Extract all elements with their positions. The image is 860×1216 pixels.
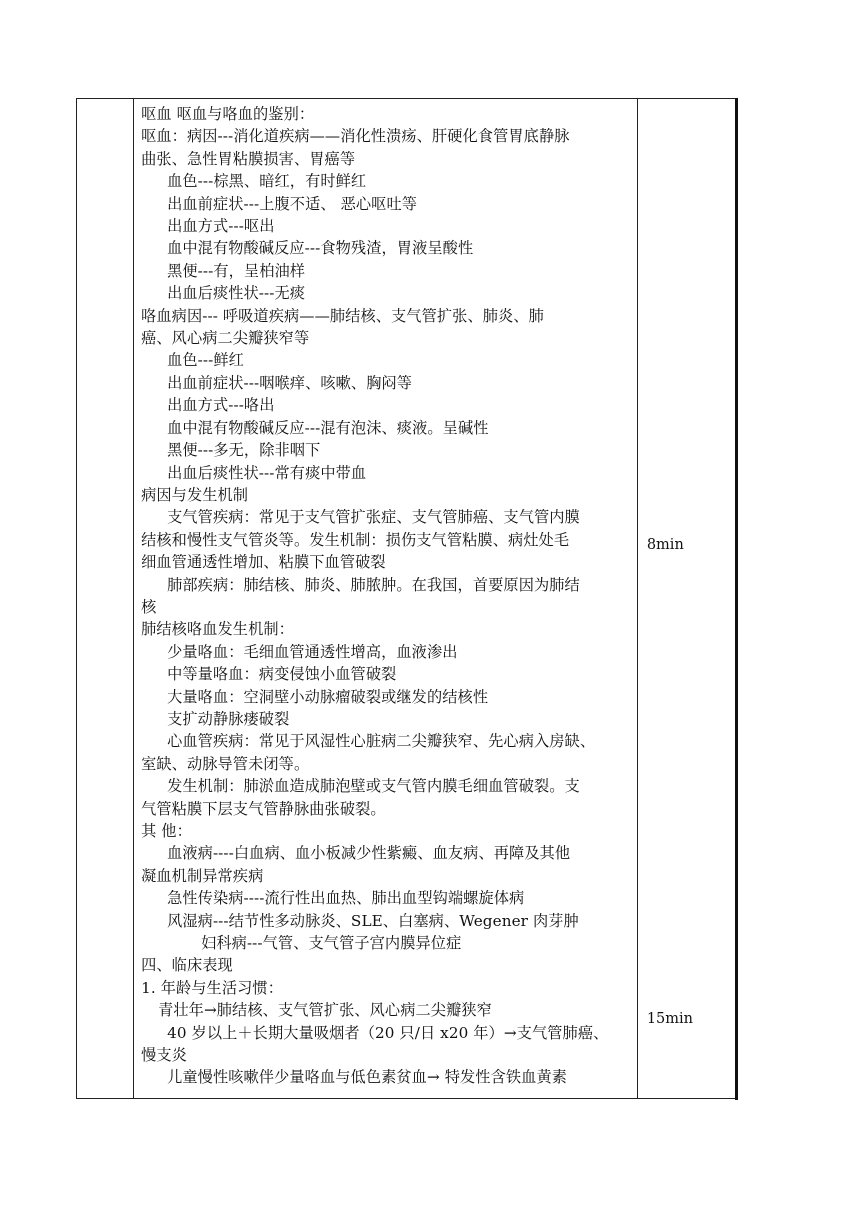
text-line: 出血后痰性状---无痰	[167, 284, 306, 303]
time-cell	[637, 99, 737, 1099]
text-line: 血色---棕黑、暗红，有时鲜红	[167, 172, 367, 191]
text-line: 病因与发生机制	[141, 485, 249, 504]
left-blank-cell	[77, 99, 134, 1099]
text-line: 出血方式---呕出	[167, 217, 275, 236]
text-line: 肺结核咯血发生机制：	[141, 620, 294, 639]
table-right-border	[735, 98, 738, 1100]
text-line: 呕血：病因---消化道疾病——消化性溃疡、肝硬化食管胃底静脉	[141, 127, 570, 146]
text-line: 大量咯血：空洞壁小动脉瘤破裂或继发的结核性	[167, 687, 489, 706]
text-line: 血中混有物酸碱反应---食物残渣，胃液呈酸性	[167, 239, 474, 258]
text-line: 黑便---有，呈柏油样	[167, 261, 306, 280]
text-line: 结核和慢性支气管炎等。发生机制：损伤支气管粘膜、病灶处毛	[141, 530, 570, 549]
text-line: 癌、风心病二尖瓣狭窄等	[141, 329, 310, 348]
text-line: 风湿病---结节性多动脉炎、SLE、白塞病、Wegener 肉芽肿	[167, 911, 579, 930]
content-cell	[134, 99, 638, 1099]
text-line: 凝血机制异常疾病	[141, 866, 264, 885]
text-line: 1. 年龄与生活习惯：	[141, 978, 283, 997]
text-line: 呕血 呕血与咯血的鉴别：	[141, 105, 315, 123]
text-line: 发生机制：肺淤血造成肺泡壁或支气管内膜毛细血管破裂。支	[167, 777, 580, 796]
text-line: 其 他：	[141, 822, 192, 840]
text-line: 支气管疾病：常见于支气管扩张症、支气管肺癌、支气管内膜	[167, 508, 580, 527]
text-line: 曲张、急性胃粘膜损害、胃癌等	[141, 149, 356, 168]
text-line: 青壮年→肺结核、支气管扩张、风心病二尖瓣狭窄	[158, 1001, 492, 1020]
text-line: 中等量咯血：病变侵蚀小血管破裂	[167, 665, 397, 684]
text-line: 室缺、动脉导管未闭等。	[141, 754, 310, 773]
text-line: 慢支炎	[141, 1046, 187, 1065]
text-line: 核	[141, 597, 157, 616]
text-line: 出血后痰性状---常有痰中带血	[167, 463, 367, 482]
text-line: 四、临床表现	[141, 956, 233, 975]
text-line: 气管粘膜下层支气管静脉曲张破裂。	[141, 799, 386, 818]
text-line: 血中混有物酸碱反应---混有泡沫、痰液。呈碱性	[167, 418, 489, 437]
text-line: 40 岁以上＋长期大量吸烟者（20 只/日 x20 年）→支气管肺癌、	[167, 1023, 609, 1042]
text-line: 支扩动静脉瘘破裂	[167, 709, 290, 728]
content-body	[134, 99, 637, 1089]
lesson-table	[76, 98, 738, 1099]
text-line: 咯血病因--- 呼吸道疾病——肺结核、支气管扩张、肺炎、肺	[141, 306, 544, 325]
text-line: 急性传染病----流行性出血热、肺出血型钩端螺旋体病	[167, 889, 525, 908]
time-label-2: 15min	[646, 1011, 694, 1027]
text-line: 出血方式---咯出	[167, 396, 275, 415]
text-line: 肺部疾病：肺结核、肺炎、肺脓肿。在我国，首要原因为肺结	[167, 575, 580, 594]
text-line: 出血前症状---咽喉痒、咳嗽、胸闷等	[167, 373, 413, 392]
text-line: 妇科病---气管、支气管子宫内膜异位症	[201, 934, 462, 953]
text-line: 儿童慢性咳嗽伴少量咯血与低色素贫血→ 特发性含铁血黄素	[167, 1068, 568, 1087]
text-line: 少量咯血：毛细血管通透性增高，血液渗出	[167, 642, 458, 661]
text-line: 心血管疾病：常见于风湿性心脏病二尖瓣狭窄、先心病入房缺、	[167, 732, 596, 751]
text-line: 出血前症状---上腹不适、 恶心呕吐等	[167, 194, 418, 213]
text-line: 黑便---多无，除非咽下	[167, 441, 321, 460]
text-line: 细血管通透性增加、粘膜下血管破裂	[141, 553, 386, 572]
text-line: 血色---鲜红	[167, 351, 244, 370]
time-label-1: 8min	[646, 537, 684, 553]
text-line: 血液病----白血病、血小板减少性紫癜、血友病、再障及其他	[167, 844, 571, 863]
